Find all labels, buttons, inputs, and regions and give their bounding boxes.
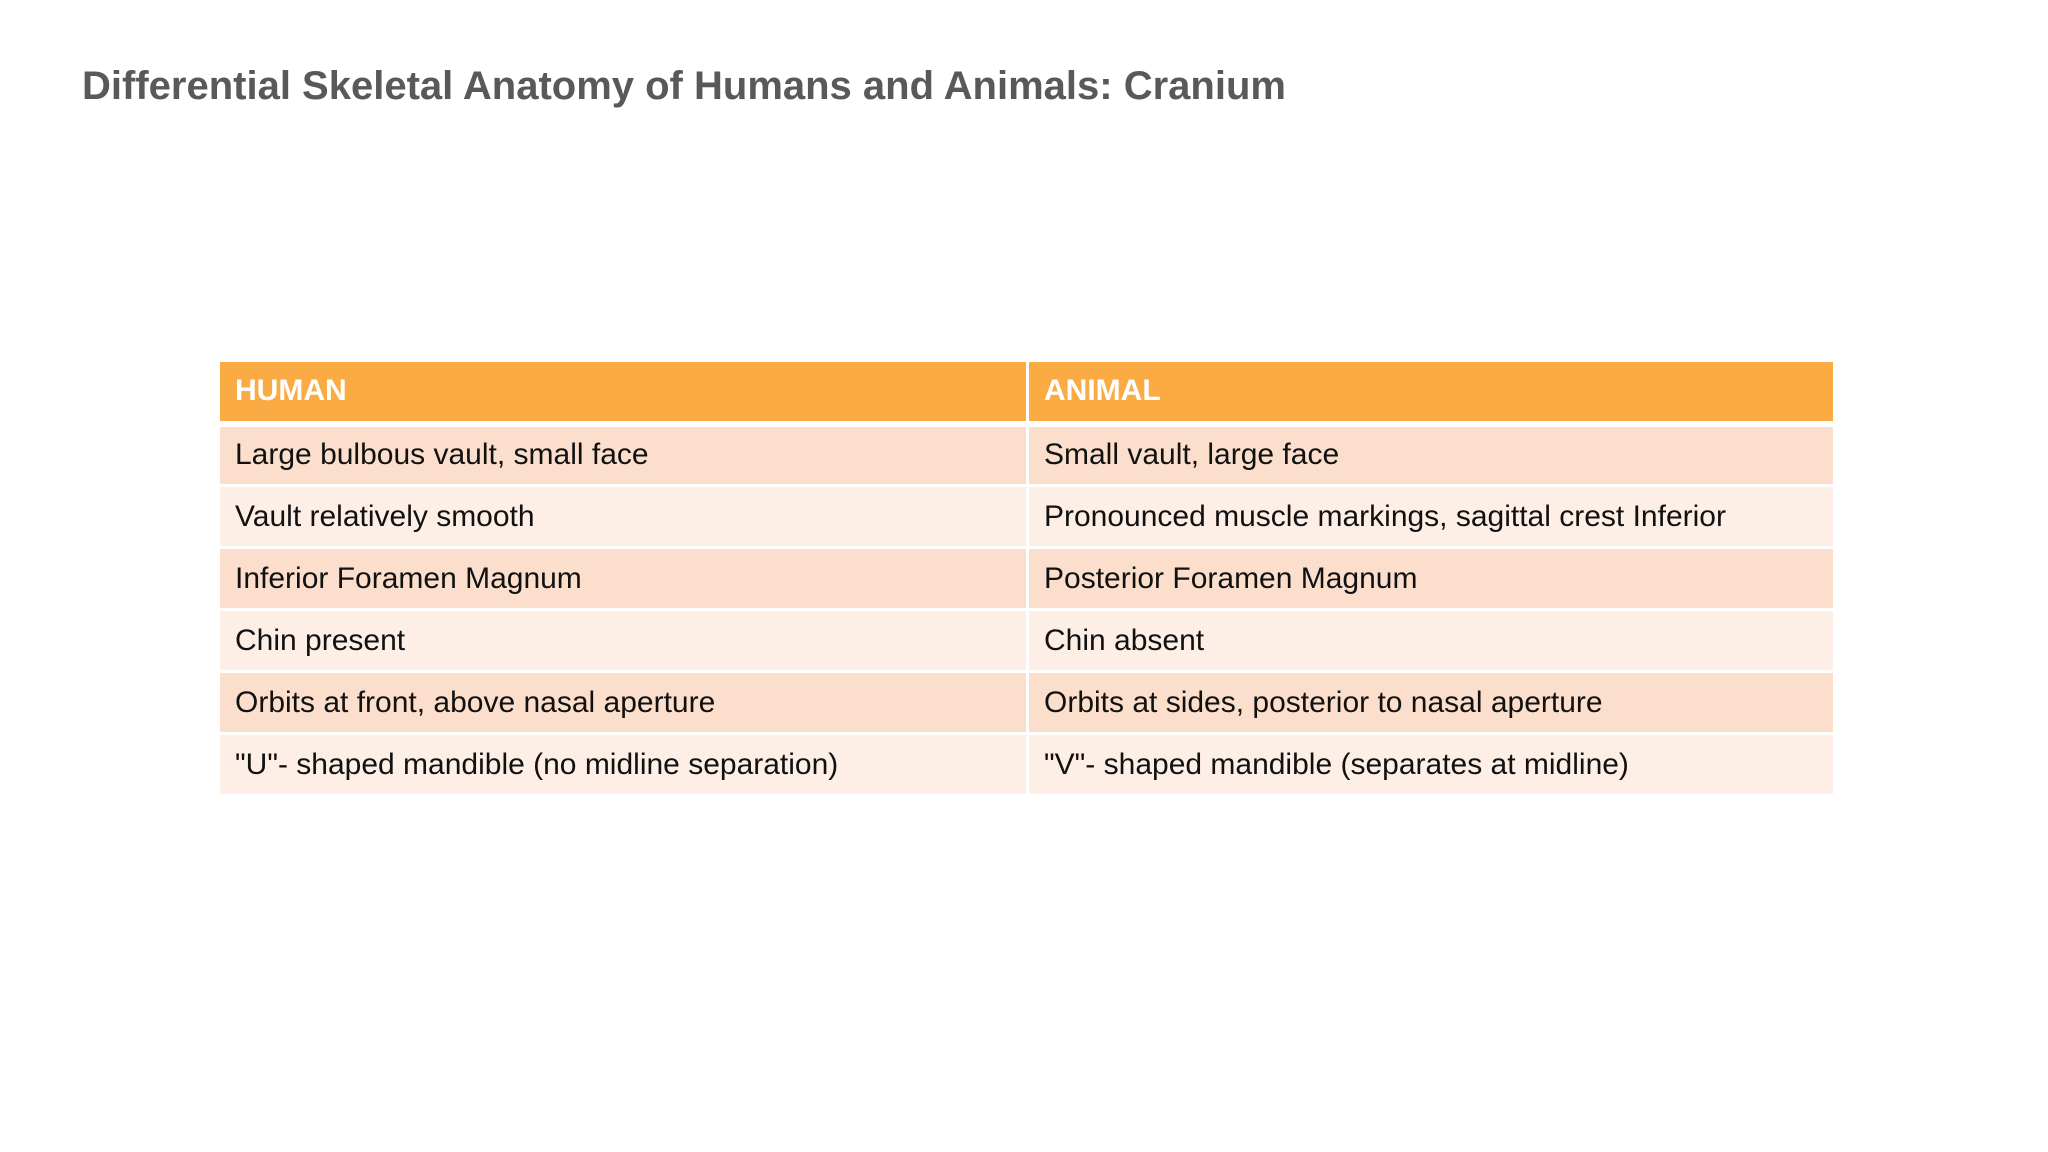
animal-cell: Pronounced muscle markings, sagittal crest Inferior — [1028, 486, 1835, 548]
animal-cell: Small vault, large face — [1028, 424, 1835, 486]
comparison-table-container — [217, 359, 1833, 797]
animal-cell: Posterior Foramen Magnum — [1028, 548, 1835, 610]
table-row — [219, 486, 1835, 548]
human-cell: Large bulbous vault, small face — [219, 424, 1028, 486]
header-human: HUMAN — [219, 361, 1028, 424]
animal-cell: Chin absent — [1028, 610, 1835, 672]
human-cell: "U"- shaped mandible (no midline separation) — [219, 734, 1028, 796]
slide-title: Differential Skeletal Anatomy of Humans and Animals: Cranium — [82, 64, 1286, 108]
human-cell: Inferior Foramen Magnum — [219, 548, 1028, 610]
table-row — [219, 548, 1835, 610]
animal-cell: "V"- shaped mandible (separates at midline) — [1028, 734, 1835, 796]
comparison-table — [217, 359, 1836, 797]
table-row — [219, 734, 1835, 796]
human-cell: Orbits at front, above nasal aperture — [219, 672, 1028, 734]
human-cell: Chin present — [219, 610, 1028, 672]
table-row — [219, 610, 1835, 672]
table-row — [219, 672, 1835, 734]
human-cell: Vault relatively smooth — [219, 486, 1028, 548]
table-header-row — [219, 361, 1835, 424]
table-row — [219, 424, 1835, 486]
animal-cell: Orbits at sides, posterior to nasal aperture — [1028, 672, 1835, 734]
header-animal: ANIMAL — [1028, 361, 1835, 424]
